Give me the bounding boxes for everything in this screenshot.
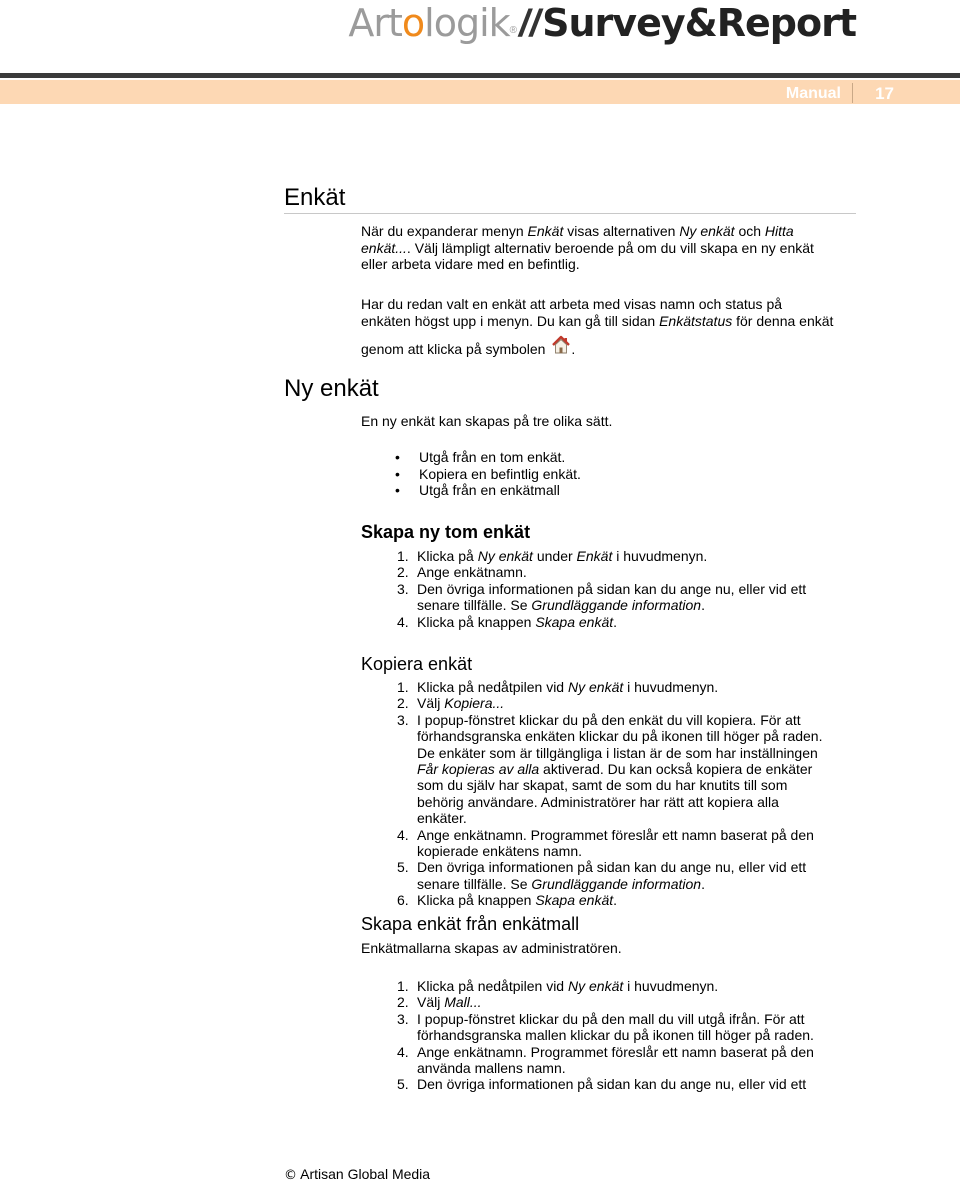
page-number: 17 xyxy=(875,84,894,103)
manual-label: Manual xyxy=(785,85,841,102)
info-line-1: Har du redan valt en enkät att arbeta med visas namn och status på xyxy=(361,296,783,312)
skapa-tom-title: Skapa ny tom enkät xyxy=(361,522,531,542)
step-item: 6. Klicka på knappen Skapa enkät. xyxy=(397,892,618,909)
heading-rule xyxy=(284,213,856,214)
step-item: 4. Ange enkätnamn. Programmet föreslår ett namn baserat på den använda mallens namn. xyxy=(397,1043,814,1077)
logo-product: Survey&Report xyxy=(542,1,856,45)
kopiera-steps xyxy=(361,679,831,909)
kopiera-title: Kopiera enkät xyxy=(361,654,473,674)
step-item: 4. Klicka på knappen Skapa enkät. xyxy=(397,613,618,630)
section-title: Enkät xyxy=(284,184,346,211)
footer: © Artisan Global Media xyxy=(284,1166,431,1183)
header-band xyxy=(0,80,960,104)
header-bar xyxy=(0,73,960,78)
mall-steps xyxy=(361,978,841,1093)
step-item: 1. Klicka på nedåtpilen vid Ny enkät i huvudmenyn. xyxy=(397,679,719,695)
skapa-tom-steps xyxy=(361,548,821,630)
step-item: 3. I popup-fönstret klickar du på den mall du vill utgå ifrån. För att förhandsgranska mallen klickar du på ikonen till höger på raden. xyxy=(397,1010,814,1044)
step-item: 5. Den övriga informationen på sidan kan du ange nu, eller vid ett xyxy=(397,1076,807,1093)
ny-enkat-bullets xyxy=(361,449,581,499)
list-item: • Utgå från en enkätmall xyxy=(361,482,581,499)
step-item: 1. Klicka på nedåtpilen vid Ny enkät i huvudmenyn. xyxy=(397,978,719,994)
list-item: • Kopiera en befintlig enkät. xyxy=(361,466,581,483)
intro-paragraph: När du expanderar menyn Enkät visas alternativen Ny enkät och Hitta enkät.... Välj lämpligt alternativ beroende på om du vill skapa en ny enkät eller arbeta vidare med en befintlig. xyxy=(361,223,814,272)
artologik-logo: Artologik®//Survey&Report xyxy=(348,1,856,45)
info-line-2: enkäten högst upp i menyn. Du kan gå till sidan Enkätstatus för denna enkät xyxy=(361,313,834,329)
info-paragraph xyxy=(361,296,861,358)
step-item: 1. Klicka på Ny enkät under Enkät i huvudmenyn. xyxy=(397,548,708,564)
ny-enkat-title: Ny enkät xyxy=(284,375,379,402)
list-item: • Utgå från en tom enkät. xyxy=(361,449,581,466)
logo-slashes: // xyxy=(519,3,541,45)
step-item: 5. Den övriga informationen på sidan kan du ange nu, eller vid ett senare tillfälle. Se Grundläggande information. xyxy=(397,859,807,892)
step-item: 2. Välj Mall... xyxy=(397,994,482,1011)
info-line-3: genom att klicka på symbolen . xyxy=(361,335,861,358)
mall-title: Skapa enkät från enkätmall xyxy=(361,914,580,934)
logo-brand: Artologik xyxy=(348,1,510,45)
mall-lead: Enkätmallarna skapas av administratören. xyxy=(361,940,622,956)
step-item: 2. Välj Kopiera... xyxy=(397,695,505,712)
home-icon xyxy=(551,335,571,355)
ny-enkat-lead: En ny enkät kan skapas på tre olika sätt. xyxy=(361,413,613,429)
header-separator xyxy=(852,83,853,103)
step-item: 3. Den övriga informationen på sidan kan du ange nu, eller vid ett senare tillfälle. Se Grundläggande information. xyxy=(397,580,807,614)
step-item: 4. Ange enkätnamn. Programmet föreslår ett namn baserat på den kopierade enkätens namn. xyxy=(397,826,814,860)
step-item: 2. Ange enkätnamn. xyxy=(397,564,527,581)
step-item: 3. I popup-fönstret klickar du på den enkät du vill kopiera. För att förhandsgranska enkäten klickar du på ikonen till höger på raden. De enkäter som är tillgängliga i listan är de som har inställningen Får kopieras av alla aktiverad. Du kan också kopiera de enkäter som du själv har skapat, samt de som du har knutits till som behörig användare. Administratörer har rätt att kopiera alla enkäter. xyxy=(397,711,823,827)
